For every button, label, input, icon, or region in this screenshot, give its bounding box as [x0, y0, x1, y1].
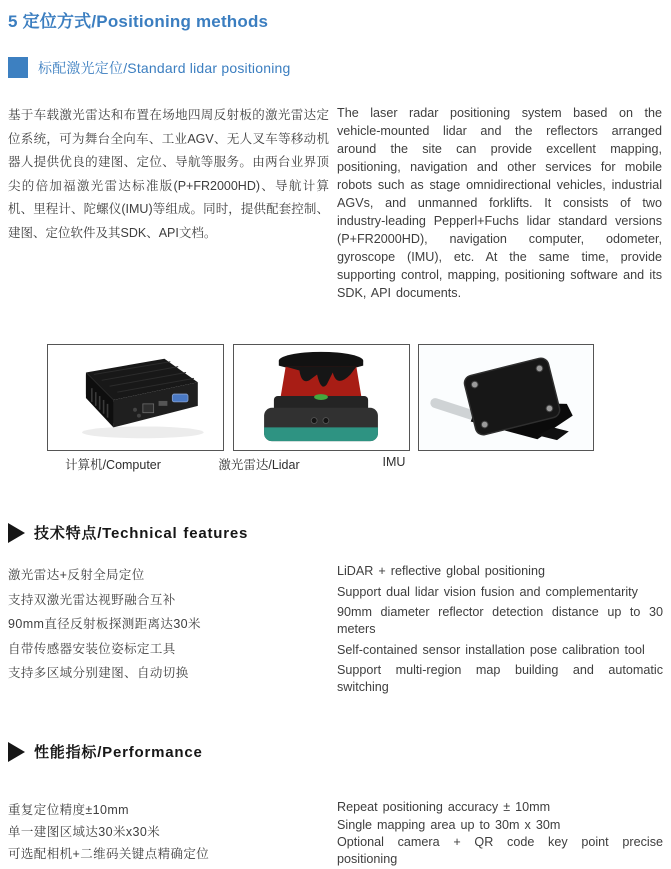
feature-item: 90mm直径反射板探测距离达30米: [8, 617, 201, 631]
performance-header: [8, 741, 203, 762]
feature-item: Support multi-region map building and automatic switching: [337, 663, 663, 694]
performance-item: 重复定位精度±10mm: [8, 803, 129, 817]
feature-item: 激光雷达+反射全局定位: [8, 568, 145, 582]
lidar-product-image: [233, 344, 410, 451]
lidar-caption: 激光雷达/Lidar: [218, 458, 300, 472]
performance-list-zh: [8, 799, 330, 865]
imu-illustration: [419, 345, 593, 450]
performance-item: Repeat positioning accuracy ± 10mm: [337, 800, 551, 814]
lidar-illustration: [234, 345, 409, 450]
feature-item: 90mm diameter reflector detection distance up to 30 meters: [337, 605, 663, 636]
triangle-bullet-icon: [8, 742, 25, 762]
performance-title: 性能指标/Performance: [34, 744, 203, 761]
subsection-header: [8, 57, 290, 78]
feature-item: Support dual lidar vision fusion and complementarity: [337, 584, 638, 599]
mini-pc-illustration: [48, 345, 223, 450]
feature-item: 支持双激光雷达视野融合互补: [8, 592, 176, 607]
feature-item: Self-contained sensor installation pose calibration tool: [337, 642, 645, 657]
intro-paragraph-en: The laser radar positioning system based on the vehicle-mounted lidar and the reflectors arranged around the site can provide excellent mapping, positioning, navigation and other services for mobile robots such as stage omnidirectional vehicles, industrial AGVs, and unmanned forklifts. It consists of two industry-leading Pepperl+Fuchs lidar standard versions (P+FR2000HD), navigation computer, odometer, gyroscope (IMU), etc. At the same time, provide supporting control, mapping, positioning software and its SDK, API documents.: [337, 106, 662, 300]
triangle-bullet-icon: [8, 523, 25, 543]
subsection-title: 标配激光定位/Standard lidar positioning: [38, 59, 291, 76]
blue-square-bullet-icon: [8, 57, 28, 78]
technical-features-list-zh: [8, 563, 330, 686]
performance-item: Single mapping area up to 30m x 30m: [337, 817, 561, 832]
performance-list-en: [337, 799, 663, 869]
page-title: 5 定位方式/Positioning methods: [8, 12, 269, 31]
computer-product-image: [47, 344, 224, 451]
performance-item: 可选配相机+二维码关键点精确定位: [8, 847, 210, 861]
technical-features-list-en: [337, 563, 663, 700]
imu-caption: IMU: [382, 455, 406, 469]
imu-product-image: [418, 344, 594, 451]
feature-item: 支持多区域分别建图、自动切换: [8, 666, 189, 680]
feature-item: LiDAR + reflective global positioning: [337, 564, 545, 578]
intro-paragraph-zh: 基于车载激光雷达和布置在场地四周反射板的激光雷达定位系统，可为舞台全向车、工业AGV、无人叉车等移动机器人提供优良的建图、定位、导航等服务。由两台业界顶尖的倍加福激光雷达标准版(P+FR2000HD)、导航计算机、里程计、陀螺仪(IMU)等组成。同时，提供配套控制、建图、定位软件及其SDK、API文档。: [8, 108, 329, 240]
computer-caption: 计算机/Computer: [65, 458, 161, 472]
technical-features-title: 技术特点/Technical features: [34, 525, 249, 542]
feature-item: 自带传感器安装位姿标定工具: [8, 641, 176, 656]
performance-item: Optional camera + QR code key point precise positioning: [337, 835, 663, 866]
performance-item: 单一建图区域达30米x30米: [8, 825, 161, 839]
technical-features-header: [8, 522, 248, 543]
